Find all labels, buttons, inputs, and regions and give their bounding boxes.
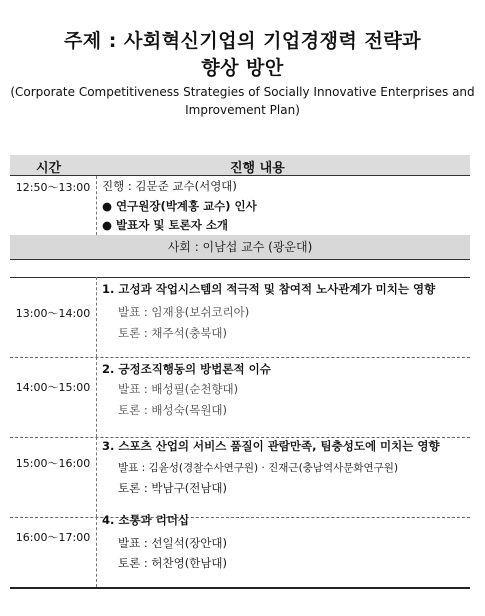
opening-host: 진행 : 김문준 교수(서영대): [102, 179, 237, 193]
session-presenter: 발표 : 선일석(장안대): [118, 536, 228, 550]
opening-time: 12:50～13:00: [15, 181, 91, 194]
table-header: [10, 155, 470, 175]
session-presenter: 발표 : 김윤성(경찰수사연구원) · 진재근(충남역사문화연구원): [118, 462, 399, 474]
opening-item: ● 발표자 및 토론자 소개: [102, 218, 229, 232]
session-time: 14:00～15:00: [15, 381, 91, 394]
session-time: 13:00～14:00: [15, 307, 91, 320]
session-time: 15:00～16:00: [15, 457, 91, 470]
header-time: 시간: [36, 161, 62, 176]
session-discussant: 토론 : 박남구(전남대): [118, 481, 228, 495]
english-subtitle-line2: Improvement Plan): [185, 103, 300, 117]
session-presenter: 발표 : 임재용(보쉬코리아): [118, 305, 250, 319]
session-presenter: 발표 : 배성필(순천향대): [118, 382, 239, 396]
moderator-banner: 사회 : 이남섭 교수 (광운대): [10, 235, 470, 259]
session-time: 16:00～17:00: [15, 531, 91, 544]
session-topic: 2. 긍정조직행동의 방법론적 이슈: [102, 362, 271, 376]
session-topic: 1. 고성과 작업시스템의 적극적 및 참여적 노사관계가 미치는 영향: [102, 282, 436, 296]
session-topic: 3. 스포츠 산업의 서비스 품질이 관람만족, 팀충성도에 미치는 영향: [102, 439, 440, 453]
session-discussant: 토론 : 허찬영(한남대): [118, 556, 228, 570]
page-title: 주제 : 사회혁신기업의 기업경쟁력 전략과: [63, 30, 422, 52]
session-discussant: 토론 : 배성숙(목원대): [118, 403, 228, 417]
opening-item: ● 연구원장(박계홍 교수) 인사: [102, 199, 257, 213]
header-content: 진행 내용: [230, 161, 285, 176]
english-subtitle: (Corporate Competitiveness Strategies of Socially Innovative Enterprises and: [10, 85, 475, 99]
session-discussant: 토론 : 채주석(충북대): [118, 326, 228, 340]
page-title-line2: 향상 방안: [201, 57, 284, 79]
session-topic: 4. 소통과 리더십: [102, 513, 190, 527]
